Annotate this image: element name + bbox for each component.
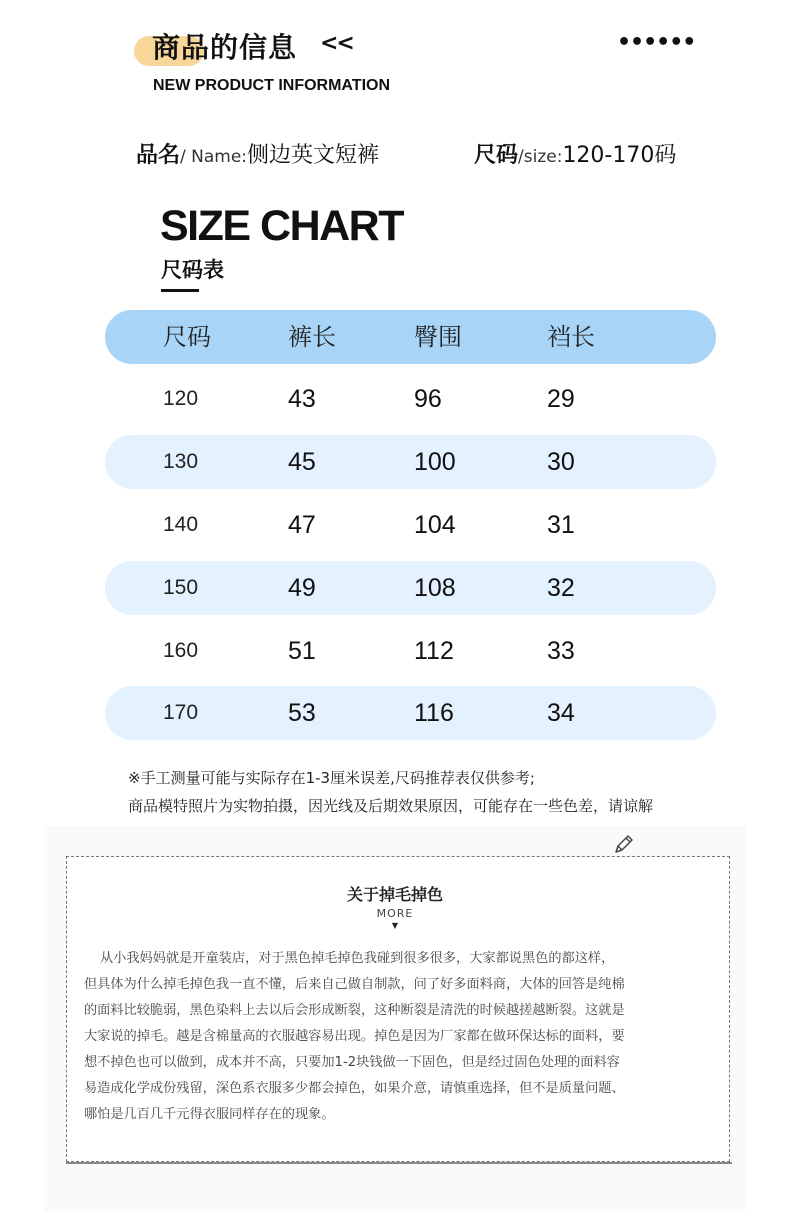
paragraph-line: 易造成化学成份残留，深色系衣服多少都会掉色，如果介意，请慎重选择，但不是质量问题、	[84, 1081, 625, 1096]
cell-length: 43	[288, 385, 316, 413]
header-cell-rise: 裆长	[547, 323, 595, 351]
paragraph-line: 哪怕是几百几千元得衣服同样存在的现象。	[84, 1107, 335, 1122]
table-row	[105, 686, 716, 740]
product-size	[474, 138, 676, 169]
header-cell-length: 裤长	[288, 323, 336, 351]
cell-length: 49	[288, 574, 316, 602]
more-label: MORE	[376, 907, 414, 920]
header-cell-size: 尺码	[163, 323, 211, 351]
cell-length: 51	[288, 637, 316, 665]
cell-rise: 29	[547, 385, 575, 413]
cell-size: 150	[163, 576, 199, 599]
section-paragraph	[84, 946, 716, 1128]
size-chart-title: SIZE CHART	[160, 202, 403, 250]
cell-hip: 116	[414, 699, 454, 727]
cell-hip: 112	[414, 637, 454, 665]
name-value: 侧边英文短裤	[247, 143, 380, 168]
table-header-row	[105, 310, 716, 364]
triangle-down-icon: ▼	[391, 921, 399, 930]
cell-size: 140	[163, 513, 199, 536]
paragraph-line: 的面料比较脆弱，黑色染料上去以后会形成断裂，这种断裂是清洗的时候越搓越断裂。这就是	[84, 1003, 625, 1018]
cell-size: 170	[163, 701, 199, 724]
card-bottom-rule	[66, 1162, 732, 1164]
table-row	[105, 372, 716, 426]
cell-length: 47	[288, 511, 316, 539]
cell-rise: 34	[547, 699, 575, 727]
table-row	[105, 498, 716, 552]
cell-hip: 108	[414, 574, 456, 602]
page-subtitle: NEW PRODUCT INFORMATION	[153, 77, 391, 94]
more-dots-icon: ••••••	[617, 30, 696, 55]
cell-hip: 100	[414, 448, 456, 476]
title-arrows: <<	[320, 31, 353, 56]
table-row	[105, 561, 716, 615]
cell-hip: 96	[414, 385, 442, 413]
measurement-note: ※手工测量可能与实际存在1-3厘米误差,尺码推荐表仅供参考;	[128, 769, 535, 787]
size-chart-subtitle: 尺码表	[161, 258, 224, 282]
cell-rise: 32	[547, 574, 575, 602]
cell-rise: 30	[547, 448, 575, 476]
section-title: 关于掉毛掉色	[346, 885, 443, 904]
cell-length: 45	[288, 448, 316, 476]
cell-hip: 104	[414, 511, 456, 539]
paragraph-line: 想不掉色也可以做到，成本并不高，只要加1-2块钱做一下固色，但是经过固色处理的面料容	[84, 1055, 620, 1070]
title-underline	[161, 289, 199, 292]
paragraph-line: 大家说的掉毛。越是含棉量高的衣服越容易出现。掉色是因为厂家都在做环保达标的面料，要	[84, 1029, 625, 1044]
table-row	[105, 435, 716, 489]
table-row	[105, 624, 716, 678]
pencil-icon	[612, 832, 636, 856]
cell-size: 130	[163, 450, 199, 473]
cell-size: 160	[163, 639, 199, 662]
paragraph-line: 从小我妈妈就是开童装店，对于黑色掉毛掉色我碰到很多很多，大家都说黑色的都这样，	[100, 951, 615, 966]
size-label: 尺码	[474, 143, 519, 168]
cell-rise: 31	[547, 511, 575, 539]
color-note: 商品模特照片为实物拍摄，因光线及后期效果原因，可能存在一些色差，请谅解	[128, 797, 654, 815]
paragraph-line: 但具体为什么掉毛掉色我一直不懂，后来自己做自制款，问了好多面料商，大体的回答是纯棉	[84, 977, 625, 992]
cell-size: 120	[163, 387, 199, 410]
cell-rise: 33	[547, 637, 575, 665]
cell-length: 53	[288, 699, 316, 727]
product-name	[136, 138, 379, 169]
header-cell-hip: 臀围	[414, 323, 462, 351]
page-title: 商品的信息	[152, 31, 298, 64]
name-label: 品名	[136, 143, 181, 168]
size-value: 120-170码	[562, 143, 677, 168]
name-label-en: / Name:	[180, 147, 248, 167]
size-label-en: /size:	[518, 147, 563, 167]
